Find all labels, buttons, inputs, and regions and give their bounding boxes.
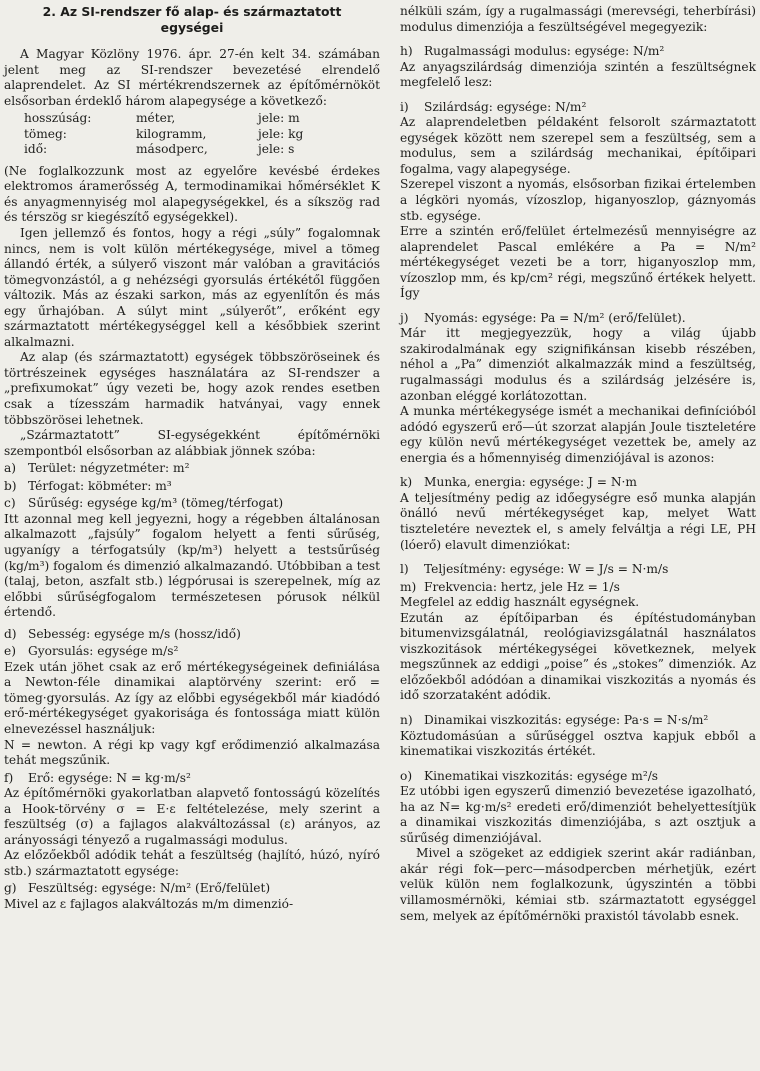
- section-title-line-1: 2. Az SI-rendszer fő alap- és származtatott: [42, 4, 342, 19]
- item-label: o): [400, 768, 413, 783]
- section-title: [4, 4, 380, 35]
- list-item-o: [400, 769, 756, 785]
- item-heading: Frekvencia: hertz, jele Hz = 1/s: [424, 579, 620, 594]
- list-item-b: [4, 479, 380, 495]
- item-h-body: Az anyagszilárdság dimenziója szintén a feszültségnek megfelelő lesz:: [400, 59, 756, 90]
- item-heading: Nyomás: egysége: Pa = N/m² (erő/felület).: [424, 310, 686, 325]
- item-f-body-2: Az előzőekből adódik tehát a feszültség (hajlító, húzó, nyíró stb.) származtatott egysége:: [4, 848, 380, 878]
- item-i-body-3: Erre a szintén erő/felület értelmezésű mennyiségre az alaprendelet Pascal emlékére a Pa = N/m² mértékegységet vezeti be a torr, higanyoszlop mm, vízoszlop mm, és kp/cm² régi, megszűnő értékek helyett. Így: [400, 224, 756, 301]
- item-heading: Terület: négyzetméter: m²: [28, 461, 190, 476]
- unit-quantity: tömeg:: [24, 126, 67, 141]
- item-label: l): [400, 562, 409, 577]
- list-item-k: [400, 475, 756, 491]
- item-n-body: Köztudomásúan a sűrűséggel osztva kapjuk ebből a kinematikai viszkozitás értékét.: [400, 728, 756, 759]
- unit-quantity: hosszúság:: [24, 111, 92, 126]
- list-item-m: [400, 580, 756, 596]
- list-item-e: [4, 644, 380, 660]
- item-label: n): [400, 712, 413, 727]
- right-column: [400, 4, 756, 924]
- list-item-c: [4, 496, 380, 512]
- item-label: g): [4, 881, 17, 896]
- unit-symbol: jele: s: [258, 142, 295, 157]
- list-item-a: [4, 461, 380, 477]
- item-k-body: A teljesítmény pedig az időegységre eső munka alapján önálló nevű mértékegységet kap, melyet Watt tiszteletére neveztek el, s amely felváltja a régi LE, PH (lóerő) elavult dimenziókat:: [400, 490, 756, 552]
- unit-quantity: idő:: [24, 142, 48, 157]
- item-i-body: Az alaprendeletben példaként felsorolt származtatott egységek között nem szerepel sem a feszültség, sem a modulus, sem a szilárdság mechanikai, építőipari fogalma, vagy alapegysége.: [400, 115, 756, 176]
- item-heading: Erő: egysége: N = kg·m/s²: [28, 770, 191, 785]
- item-label: d): [4, 626, 17, 641]
- item-m-body: Megfelel az eddig használt egységnek.: [400, 595, 640, 610]
- item-label: i): [400, 99, 409, 114]
- item-heading: Szilárdság: egysége: N/m²: [424, 99, 587, 114]
- list-item-j: [400, 311, 756, 327]
- continuation-paragraph: nélküli szám, így a rugalmassági (merevségi, teherbírási) modulus dimenziója a feszültségével megegyezik:: [400, 4, 756, 34]
- item-label: b): [4, 478, 17, 493]
- base-unit-row: [24, 111, 380, 127]
- item-label: h): [400, 44, 413, 59]
- unit-name: kilogramm,: [136, 126, 207, 141]
- section-title-line-2: egységei: [160, 19, 224, 35]
- item-heading: Munka, energia: egysége: J = N·m: [424, 475, 637, 490]
- list-item-g: [4, 881, 380, 897]
- item-label: c): [4, 496, 16, 511]
- item-heading: Teljesítmény: egysége: W = J/s = N·m/s: [424, 562, 669, 577]
- base-unit-row: [24, 127, 380, 143]
- item-heading: Térfogat: köbméter: m³: [28, 478, 172, 493]
- closing-paragraph: Mivel a szögeket az eddigiek szerint akár radiánban, akár régi fok—perc—másodpercben mérhetjük, ezért velük külön nem foglalkozunk, úgyszintén a többi villamosmérnöki, kémiai stb. származtatott egységgel sem, melyek az építőmérnöki praxistól távolabb esnek.: [400, 846, 756, 923]
- item-i-body-2: Szerepel viszont a nyomás, elsősorban fizikai értelemben a légköri nyomás, vízoszlop, higanyoszlop, gáznyomás stb. egysége.: [400, 177, 756, 223]
- item-m-body-2: Ezután az építőiparban és építéstudományban bitumenvizsgálatnál, reológiavizsgálatnál használatos viszkozitások mértékegységei következnek, melyek megszűnnek az eddigi „poise” és „stokes” dimenziók. Az előzőekből adódóan a dinamikai viszkozitás a nyomás és idő szorzataként adódik.: [400, 610, 756, 703]
- intro-paragraph: A Magyar Közlöny 1976. ápr. 27-én kelt 34. számában jelent meg az SI-rendszer bevezetésé elrendelő alaprendelet. Az SI mértékrendszernek az építőmérnököt elsősorban érdeklő három alapegysége a következő:: [4, 47, 380, 108]
- weight-paragraph: Igen jellemző és fontos, hogy a régi „súly” fogalomnak nincs, nem is volt külön mértékegysége, mivel a tömeg állandó érték, a súlyerő viszont már valóban a gravitációs tömegvonzástól, a g nehézségi gyorsulás értékétől függően változik. Más az északi sarkon, más az egyenlítőn és más egy űrhajóban. A súlyt mint „súlyerőt”, erőként egy származtatott mértékegységgel kell a későbbiek szerint alkalmazni.: [4, 226, 380, 349]
- item-label: e): [4, 644, 16, 659]
- base-units-table: [24, 111, 380, 158]
- list-item-n: [400, 713, 756, 729]
- item-e-body: Ezek után jöhet csak az erő mértékegységeinek definiálása a Newton-féle dinamikai alaptörvény szerint: erő = tömeg·gyorsulás. Az így az előbbi egységekből már kiadódó erő-mértékegységet gyakorisága és fontossága miatt külön elnevezéssel használjuk:: [4, 659, 380, 736]
- list-item-l: [400, 562, 756, 578]
- item-heading: Dinamikai viszkozitás: egysége: Pa·s = N·s/m²: [424, 712, 709, 727]
- item-heading: Sűrűség: egysége kg/m³ (tömeg/térfogat): [28, 496, 284, 511]
- item-g-body: Mivel az ε fajlagos alakváltozás m/m dimenzió-: [4, 896, 294, 911]
- item-label: m): [400, 579, 417, 594]
- item-label: a): [4, 461, 17, 476]
- prefix-paragraph: Az alap (és származtatott) egységek többszöröseinek és törtrészeinek egységes használatára az SI-rendszer a „prefixumokat” úgy vezeti be, hogy azok rendes esetben csak a tízesszám harmadik hatványai, vagy ennek többszörösei lehetnek.: [4, 350, 380, 427]
- item-c-body: Itt azonnal meg kell jegyezni, hogy a régebben általánosan alkalmazott „fajsúly” fogalom helyett a fenti sűrűség, ugyanígy a térfogatsúly (kp/m³) helyett a testsűrűség (kg/m³) fogalom és dimenzió alkalmazandó. Utóbbiban a test (talaj, beton, aszfalt stb.) légpórusai is szerepelnek, míg az előbbi sűrűségfogalom természetesen pórusok nélkül értendő.: [4, 511, 380, 620]
- item-label: k): [400, 475, 413, 490]
- item-heading: Kinematikai viszkozitás: egysége m²/s: [424, 768, 659, 783]
- item-heading: Feszültség: egysége: N/m² (Erő/felület): [28, 881, 271, 896]
- list-item-i: [400, 100, 756, 116]
- unit-symbol: jele: m: [258, 111, 300, 126]
- item-o-body: Ez utóbbi igen egyszerű dimenzió bevezetése igazolható, ha az N= kg·m/s² eredeti erő/dimenziót behelyettesítjük a dinamikai viszkozitás dimenziójába, s azt osztjuk a sűrűség dimenziójával.: [400, 784, 756, 845]
- list-item-h: [400, 44, 756, 60]
- unit-name: méter,: [136, 111, 176, 126]
- item-e-newton: N = newton. A régi kp vagy kgf erődimenzió alkalmazása tehát megszűnik.: [4, 737, 380, 768]
- item-heading: Gyorsulás: egysége m/s²: [28, 644, 179, 659]
- unit-symbol: jele: kg: [258, 126, 304, 141]
- left-column: [4, 4, 380, 913]
- note-paragraph: (Ne foglalkozzunk most az egyelőre kevésbé érdekes elektromos áramerősség A, termodinamikai hőmérséklet K és anyagmennyiség mol alapegységekkel, és a síkszög rad és térszög sr kiegészítő egységekkel).: [4, 163, 380, 225]
- unit-name: másodperc,: [136, 142, 208, 157]
- item-j-body-2: A munka mértékegysége ismét a mechanikai definícióból adódó egyszerű erő—út szorzat alapján Joule tiszteletére egy külön nevű mértékegységet vezettek be, amely az energia és a hőmennyiség dimenziójával is azonos:: [400, 404, 756, 465]
- item-label: j): [400, 310, 409, 325]
- list-item-d: [4, 627, 380, 643]
- derived-intro-paragraph: „Származtatott” SI-egységekként építőmérnöki szempontból elsősorban az alábbiak jönnek szóba:: [4, 428, 380, 458]
- item-label: f): [4, 770, 14, 785]
- item-heading: Sebesség: egysége m/s (hossz/idő): [28, 626, 241, 641]
- item-f-body: Az építőmérnöki gyakorlatban alapvető fontosságú közelítés a Hook-törvény σ = E·ε feltételezése, mely szerint a feszültség (σ) a fajlagos alakváltozással (ε) arányos, az arányossági tényező a rugalmassági modulus.: [4, 786, 380, 847]
- list-item-f: [4, 771, 380, 787]
- base-unit-row: [24, 142, 380, 158]
- item-j-body: Már itt megjegyezzük, hogy a világ újabb szakirodalmának egy szignifikánsan kisebb részében, néhol a „Pa” dimenziót alkalmazzák mind a feszültség, rugalmassági modulus és a szilárdság jelzésére is, azonban eléggé korlátozottan.: [400, 326, 756, 403]
- item-heading: Rugalmassági modulus: egysége: N/m²: [424, 44, 665, 59]
